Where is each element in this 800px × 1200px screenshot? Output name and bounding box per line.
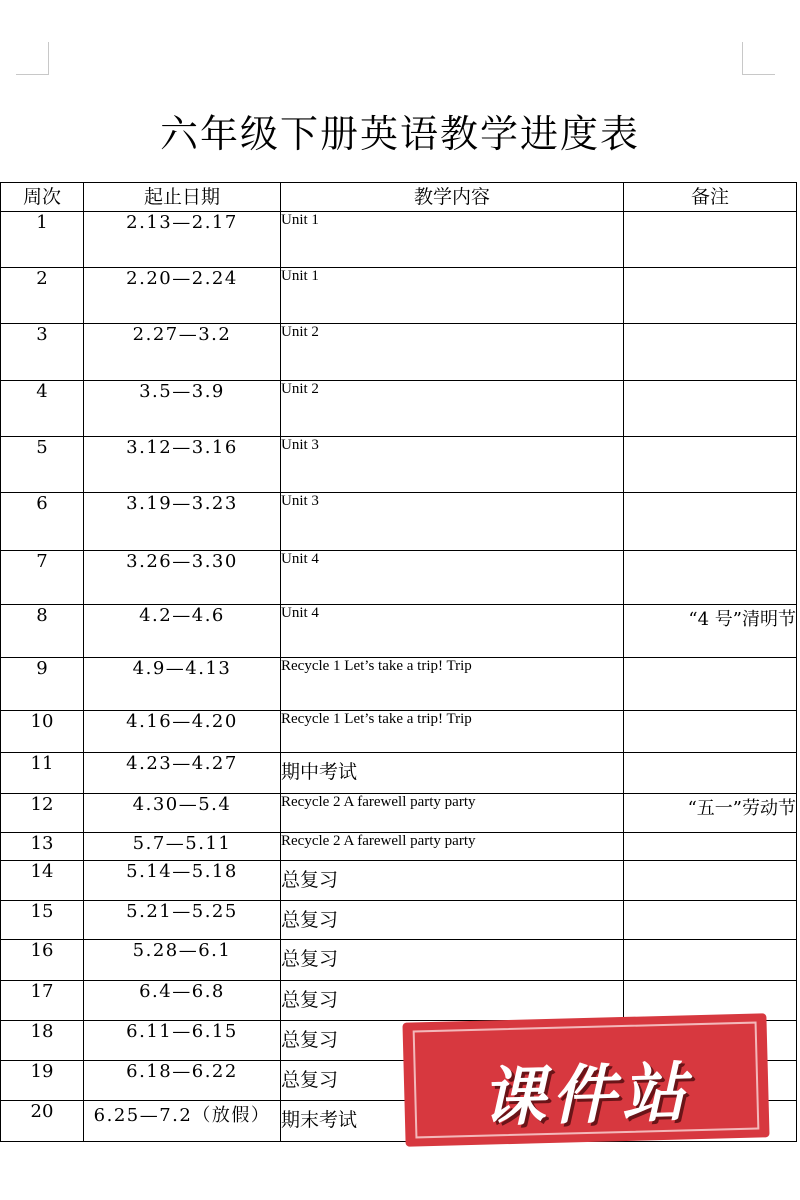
content-cell: Unit 3 (281, 437, 624, 493)
note-cell (624, 493, 797, 551)
note-cell: “五一”劳动节 (624, 794, 797, 833)
table-row (1, 212, 797, 268)
content-cell: 总复习 (281, 901, 624, 940)
content-cell: 总复习 (281, 1061, 624, 1101)
dates-cell: 5.28—6.1 (84, 940, 281, 981)
schedule-table (0, 182, 797, 1142)
note-cell (624, 711, 797, 753)
week-cell: 13 (1, 833, 84, 861)
week-cell: 9 (1, 658, 84, 711)
dates-cell: 4.23—4.27 (84, 753, 281, 794)
table-row (1, 981, 797, 1021)
note-cell (624, 940, 797, 981)
week-cell: 6 (1, 493, 84, 551)
dates-cell: 5.14—5.18 (84, 861, 281, 901)
week-cell: 19 (1, 1061, 84, 1101)
week-cell: 16 (1, 940, 84, 981)
dates-cell: 4.30—5.4 (84, 794, 281, 833)
dates-cell: 6.4—6.8 (84, 981, 281, 1021)
dates-cell: 6.18—6.22 (84, 1061, 281, 1101)
note-cell (624, 324, 797, 381)
dates-cell: 6.11—6.15 (84, 1021, 281, 1061)
note-cell: “4 号”清明节 (624, 605, 797, 658)
table-row (1, 794, 797, 833)
table-row (1, 940, 797, 981)
header-week: 周次 (1, 183, 84, 212)
content-cell: 总复习 (281, 861, 624, 901)
note-cell (624, 381, 797, 437)
table-row (1, 901, 797, 940)
content-cell: 期末考试 (281, 1101, 624, 1142)
header-row (1, 183, 797, 212)
header-dates: 起止日期 (84, 183, 281, 212)
note-cell (624, 212, 797, 268)
content-cell: Unit 1 (281, 268, 624, 324)
content-cell: Recycle 2 A farewell party party (281, 833, 624, 861)
week-cell: 5 (1, 437, 84, 493)
table-row (1, 658, 797, 711)
content-cell: Recycle 1 Let’s take a trip! Trip (281, 658, 624, 711)
watermark-text: 课件站 (480, 1056, 693, 1136)
content-cell: 总复习 (281, 1021, 624, 1061)
note-cell (624, 658, 797, 711)
week-cell: 12 (1, 794, 84, 833)
week-cell: 15 (1, 901, 84, 940)
dates-cell: 4.9—4.13 (84, 658, 281, 711)
content-cell: Unit 1 (281, 212, 624, 268)
table-row (1, 381, 797, 437)
week-cell: 7 (1, 551, 84, 605)
week-cell: 17 (1, 981, 84, 1021)
content-cell: Recycle 2 A farewell party party (281, 794, 624, 833)
table-row (1, 861, 797, 901)
header-content: 教学内容 (281, 183, 624, 212)
table-row (1, 753, 797, 794)
crop-mark-top-right (742, 42, 775, 75)
week-cell: 18 (1, 1021, 84, 1061)
dates-cell: 3.5—3.9 (84, 381, 281, 437)
note-cell (624, 901, 797, 940)
week-cell: 20 (1, 1101, 84, 1142)
document-title: 六年级下册英语教学进度表 (159, 112, 640, 157)
content-cell: Recycle 1 Let’s take a trip! Trip (281, 711, 624, 753)
week-cell: 14 (1, 861, 84, 901)
table-row (1, 437, 797, 493)
table-row (1, 711, 797, 753)
dates-cell: 2.20—2.24 (84, 268, 281, 324)
content-cell: Unit 2 (281, 324, 624, 381)
content-cell: 总复习 (281, 940, 624, 981)
week-cell: 11 (1, 753, 84, 794)
table-row (1, 324, 797, 381)
content-cell: 总复习 (281, 981, 624, 1021)
note-cell (624, 833, 797, 861)
note-cell (624, 437, 797, 493)
week-cell: 1 (1, 212, 84, 268)
table-row (1, 268, 797, 324)
dates-cell: 2.27—3.2 (84, 324, 281, 381)
dates-cell: 4.16—4.20 (84, 711, 281, 753)
header-note: 备注 (624, 183, 797, 212)
week-cell: 10 (1, 711, 84, 753)
table-row (1, 605, 797, 658)
dates-cell: 4.2—4.6 (84, 605, 281, 658)
dates-cell: 2.13—2.17 (84, 212, 281, 268)
week-cell: 4 (1, 381, 84, 437)
content-cell: Unit 2 (281, 381, 624, 437)
note-cell (624, 268, 797, 324)
dates-cell: 5.21—5.25 (84, 901, 281, 940)
watermark-stamp (402, 1013, 769, 1146)
week-cell: 3 (1, 324, 84, 381)
dates-cell: 6.25—7.2（放假） (84, 1101, 281, 1142)
content-cell: Unit 4 (281, 551, 624, 605)
table-row (1, 551, 797, 605)
table-row (1, 833, 797, 861)
note-cell (624, 753, 797, 794)
note-cell (624, 551, 797, 605)
week-cell: 8 (1, 605, 84, 658)
note-cell (624, 861, 797, 901)
content-cell: Unit 4 (281, 605, 624, 658)
dates-cell: 3.19—3.23 (84, 493, 281, 551)
crop-mark-top-left (16, 42, 49, 75)
week-cell: 2 (1, 268, 84, 324)
table-row (1, 493, 797, 551)
dates-cell: 5.7—5.11 (84, 833, 281, 861)
content-cell: Unit 3 (281, 493, 624, 551)
dates-cell: 3.26—3.30 (84, 551, 281, 605)
dates-cell: 3.12—3.16 (84, 437, 281, 493)
content-cell: 期中考试 (281, 753, 624, 794)
